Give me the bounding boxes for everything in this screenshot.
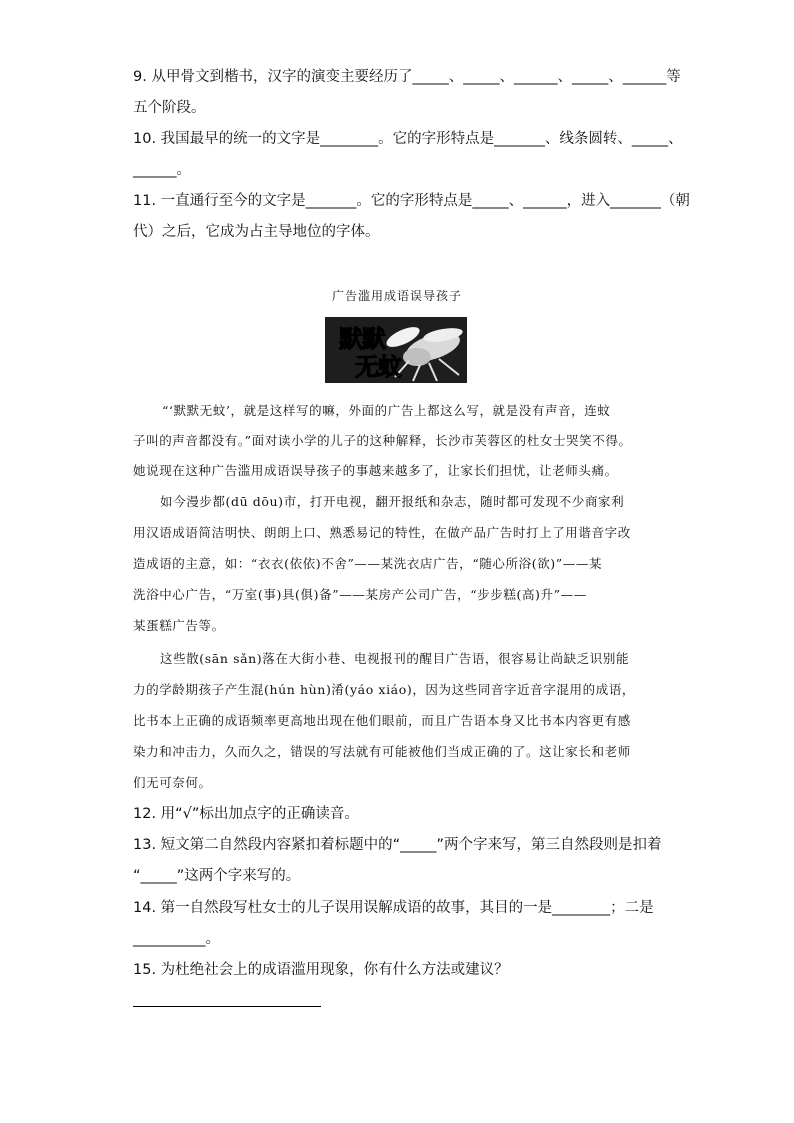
question-13-line1: 13. 短文第二自然段内容紧扣着标题中的“_____”两个字来写，第三自然段则是扣着 — [133, 837, 662, 853]
article-line: 造成语的主意，如：“衣衣(依依)不舍”——某洗衣店广告，“随心所浴(欲)”——某 — [133, 556, 603, 571]
article-line: “‘默默无蚊’，就是这样写的嘛，外面的广告上都这么写，就是没有声音，连蚊 — [162, 403, 611, 418]
article-line: 如今漫步都(dū dōu)市，打开电视，翻开报纸和杂志，随时都可发现不少商家利 — [160, 494, 625, 509]
article-title: 广告滥用成语误导孩子 — [331, 289, 462, 303]
question-9-line1: 9. 从甲骨文到楷书，汉字的演变主要经历了_____、_____、______、_____、______等 — [133, 69, 681, 85]
article-line: 染力和冲击力，久而久之，错误的写法就有可能被他们当成正确的了。这让家长和老师 — [133, 744, 631, 759]
article-line: 这些散(sān sǎn)落在大街小巷、电视报刊的醒目广告语，很容易让尚缺乏识别能 — [160, 651, 630, 666]
question-14-line2: __________。 — [133, 931, 220, 947]
article-line: 比书本上正确的成语频率更高地出现在他们眼前，而且广告语本身又比书本内容更有感 — [133, 713, 631, 728]
question-11-line2: 代）之后，它成为占主导地位的字体。 — [133, 224, 380, 240]
mosquito-logo-image — [325, 317, 467, 383]
article-line: 力的学龄期孩子产生混(hún hùn)淆(yáo xiáo)，因为这些同音字近音字混用的成语， — [133, 682, 636, 697]
answer-line — [133, 1006, 321, 1007]
question-13-line2: “_____”这两个字来写的。 — [133, 868, 301, 884]
question-11-line1: 11. 一直通行至今的文字是_______。它的字形特点是_____、______，进入_______（朝 — [133, 193, 690, 209]
question-10-line2: ______。 — [133, 162, 191, 178]
article-line: 们无可奈何。 — [133, 775, 212, 790]
question-12: 12. 用“√”标出加点字的正确读音。 — [133, 806, 359, 822]
article-line: 她说现在这种广告滥用成语误导孩子的事越来越多了，让家长们担忧，让老师头痛。 — [133, 463, 618, 478]
question-10-line1: 10. 我国最早的统一的文字是________。它的字形特点是_______、线条圆转、_____、 — [133, 131, 683, 147]
article-line: 某蛋糕广告等。 — [133, 618, 225, 633]
question-14-line1: 14. 第一自然段写杜女士的儿子误用误解成语的故事，其目的一是________；二是 — [133, 900, 654, 916]
article-line: 洗浴中心广告，“万室(事)具(俱)备”——某房产公司广告，“步步糕(高)升”—— — [133, 587, 587, 602]
article-line: 用汉语成语简洁明快、朗朗上口、熟悉易记的特性，在做产品广告时打上了用谐音字改 — [133, 525, 631, 540]
question-9-line2: 五个阶段。 — [133, 100, 206, 116]
logo-text-line2: 无蚊 — [355, 353, 401, 381]
question-15: 15. 为杜绝社会上的成语滥用现象，你有什么方法或建议？ — [133, 962, 509, 978]
article-line: 子叫的声音都没有。”面对读小学的儿子的这种解释，长沙市芙蓉区的杜女士哭笑不得。 — [133, 433, 632, 448]
logo-text-line1: 默默 — [339, 325, 385, 353]
